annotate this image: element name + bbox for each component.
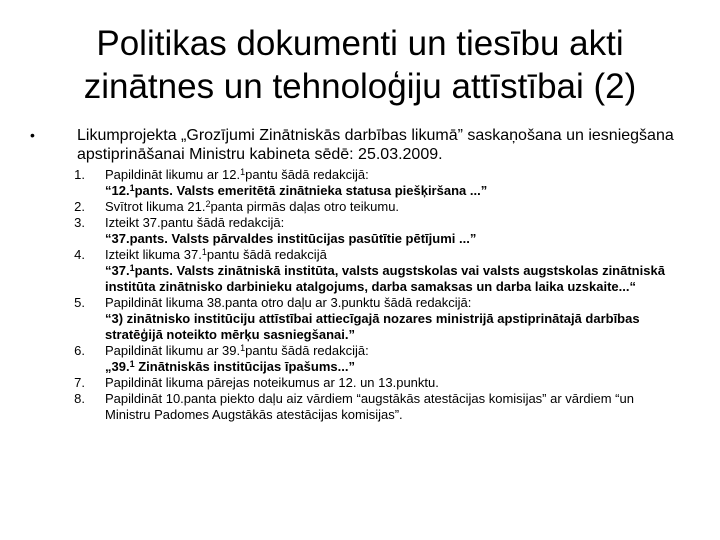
item-number: 6. [74,343,85,358]
text-run: pantu šādā redakcijā: [245,167,369,182]
item-number: 4. [74,247,85,262]
list-item [63,375,673,391]
list-item [63,391,673,423]
list-item [63,167,673,199]
text-run: „39. [105,359,130,374]
item-text [105,167,673,183]
item-number: 5. [74,295,85,310]
slide-title: Politikas dokumenti un tiesību akti zinātnes un tehnoloģiju attīstībai (2) [83,24,637,106]
item-number: 3. [74,215,85,230]
text-run: pantu šādā redakcijā: [245,343,369,358]
superscript: 1 [240,167,246,177]
text-run: Papildināt likuma pārejas noteikumus ar 12. un 13.punktu. [105,375,439,390]
text-run: “3) zinātnisko institūciju attīstībai attiecīgajā nozares ministrijā apstiprinātajā darbības stratēģijā noteikto mērķu sasniegšanai.” [105,311,640,342]
item-text [105,375,673,391]
text-run: Papildināt likuma 38.panta otro daļu ar 3.punktu šādā redakcijā: [105,295,472,310]
bullet-text: Likumprojekta „Grozījumi Zinātniskās darbības likumā” saskaņošana un iesniegšana apstiprināšanai Ministru kabineta sēdē: 25.03.2009. [77,127,674,163]
item-text [105,391,673,423]
superscript: 1 [129,183,135,193]
list-item [63,247,673,295]
item-text [105,343,673,359]
text-run: Svītrot likuma 21. [105,199,206,214]
text-run: Papildināt 10.panta piekto daļu aiz vārdiem “augstākās atestācijas komisijas” ar vārdiem “un Ministru Padomes Augstākās atestācijas komisijas”. [105,391,634,422]
item-text [105,199,673,215]
superscript: 1 [201,247,207,257]
text-run: panta pirmās daļas otro teikumu. [210,199,400,214]
item-quote [105,183,673,199]
item-quote [105,231,673,247]
item-quote [105,311,673,343]
list-item [63,199,673,215]
text-run: pants. Valsts emeritētā zinātnieka statusa piešķiršana ...” [134,183,488,198]
list-item [63,295,673,343]
text-run: “37. [105,263,130,278]
item-text [105,247,673,263]
superscript: 2 [205,199,211,209]
text-run: “37.pants. Valsts pārvaldes institūcijas pasūtītie pētījumi ...” [105,231,477,246]
item-text [105,215,673,231]
text-run: Izteikt 37.pantu šādā redakcijā: [105,215,285,230]
item-quote [105,359,673,375]
text-run: pants. Valsts zinātniskā institūta, valsts augstskolas vai valsts augstskolas zinātniskā institūta zinātnisko darbinieku atalgojums, darba samaksas un darba laika uzskaite...“ [105,263,665,294]
amendment-list [63,167,673,423]
text-run: Zinātniskās institūcijas īpašums...” [134,359,355,374]
text-run: Izteikt likuma 37. [105,247,202,262]
item-number: 8. [74,391,85,406]
list-item [63,215,673,247]
item-number: 7. [74,375,85,390]
text-run: Papildināt likumu ar 39. [105,343,241,358]
text-run: Papildināt likumu ar 12. [105,167,241,182]
bullet-marker: • [30,127,35,143]
item-number: 1. [74,167,85,182]
text-run: “12. [105,183,130,198]
superscript: 1 [240,343,246,353]
list-item [63,343,673,375]
superscript: 1 [129,359,135,369]
item-quote [105,263,673,295]
item-text [105,295,673,311]
text-run: pantu šādā redakcijā [206,247,327,262]
item-number: 2. [74,199,85,214]
superscript: 1 [129,263,135,273]
